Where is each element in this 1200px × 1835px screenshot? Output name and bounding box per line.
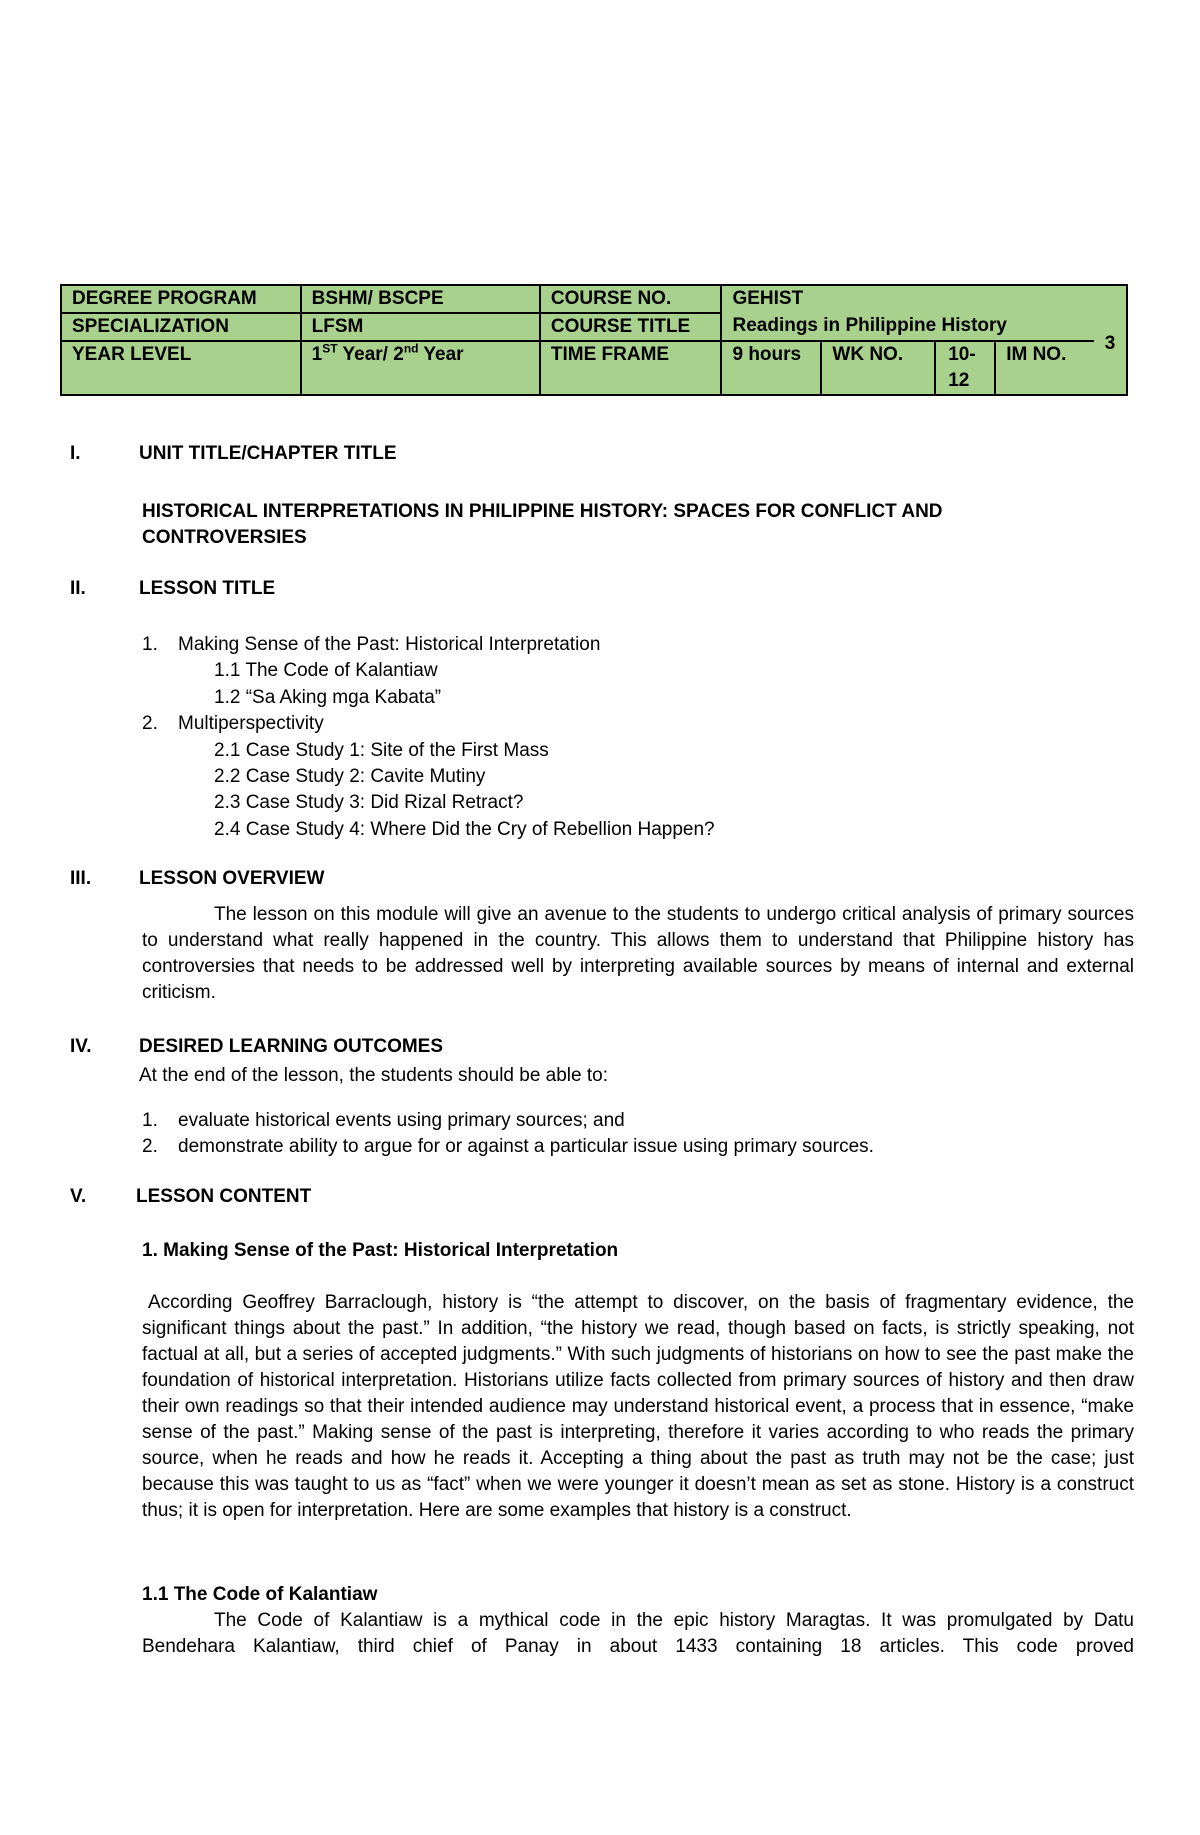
section-5-title: LESSON CONTENT	[136, 1186, 312, 1207]
section-1-number: I.	[70, 443, 81, 464]
list-item-number: 1.	[142, 634, 158, 655]
degree-program-label: DEGREE PROGRAM	[61, 285, 301, 313]
year-level-end: Year	[418, 344, 464, 365]
course-info-table	[60, 284, 1128, 396]
time-frame-value: 9 hours	[721, 341, 821, 395]
year-level-mid: Year/ 2	[337, 344, 404, 365]
degree-program-value: BSHM/ BSCPE	[301, 285, 540, 313]
list-item-number: 2.	[142, 713, 158, 735]
wk-no-value-line2: 12	[948, 370, 970, 391]
content-heading-2: 1.1 The Code of Kalantiaw	[142, 1584, 378, 1605]
im-no-value-text: 3	[1104, 332, 1116, 354]
list-item	[142, 632, 715, 658]
course-no-value: GEHIST	[721, 285, 1127, 313]
section-3-title: LESSON OVERVIEW	[139, 868, 325, 889]
section-5-number: V.	[70, 1186, 87, 1207]
specialization-label: SPECIALIZATION	[61, 313, 301, 341]
list-item: 1.2 “Sa Aking mga Kabata”	[214, 686, 442, 708]
im-no-value	[1094, 313, 1127, 395]
section-2-title: LESSON TITLE	[139, 578, 276, 599]
section-1-title: UNIT TITLE/CHAPTER TITLE	[139, 443, 397, 464]
list-item	[142, 711, 715, 737]
section-4-title: DESIRED LEARNING OUTCOMES	[139, 1036, 444, 1057]
specialization-value: LFSM	[301, 313, 540, 341]
section-2-number: II.	[70, 578, 86, 599]
lesson-title-list	[142, 632, 715, 843]
course-no-label: COURSE NO.	[540, 285, 722, 313]
im-no-label: IM NO.	[995, 341, 1094, 395]
list-item-number: 2.	[142, 1136, 158, 1157]
list-item: 2.2 Case Study 2: Cavite Mutiny	[214, 766, 486, 788]
list-item-number: 1.	[142, 1110, 158, 1131]
list-item: 2.3 Case Study 3: Did Rizal Retract?	[214, 792, 524, 814]
wk-no-label: WK NO.	[821, 341, 935, 395]
year-level-value	[301, 341, 540, 395]
outcomes-intro: At the end of the lesson, the students should be able to:	[139, 1065, 608, 1086]
content-paragraph-2: The Code of Kalantiaw is a mythical code in the epic history Maragtas. It was promulgated by Datu Bendehara Kalantiaw, third chief of Panay in about 1433 containing 18 articles. This code proved	[142, 1610, 1134, 1657]
list-item-text: evaluate historical events using primary sources; and	[178, 1110, 625, 1131]
overview-paragraph: The lesson on this module will give an avenue to the students to undergo critical analysis of primary sources to understand what really happened in the country. This allows them to understand that Philippine history has controversies that needs to be addressed well by interpreting available sources by means of internal and external criticism.	[142, 904, 1134, 1003]
list-item-text: Making Sense of the Past: Historical Interpretation	[178, 634, 601, 655]
list-item	[142, 1134, 874, 1160]
content-heading-1: 1. Making Sense of the Past: Historical Interpretation	[142, 1240, 619, 1261]
year-level-first: 1	[311, 344, 323, 365]
wk-no-value-line1: 10-	[948, 344, 976, 365]
wk-no-value	[935, 341, 995, 395]
list-item: 2.4 Case Study 4: Where Did the Cry of Rebellion Happen?	[214, 818, 715, 840]
list-item-text: Multiperspectivity	[178, 713, 324, 735]
year-level-first-sup: ST	[322, 341, 338, 356]
list-item: 1.1 The Code of Kalantiaw	[214, 660, 438, 682]
list-item: 2.1 Case Study 1: Site of the First Mass	[214, 739, 549, 761]
unit-title: HISTORICAL INTERPRETATIONS IN PHILIPPINE HISTORY: SPACES FOR CONFLICT AND CONTROVERSIES	[142, 501, 943, 548]
year-level-second-sup: nd	[403, 341, 419, 356]
year-level-label: YEAR LEVEL	[61, 341, 301, 395]
outcomes-list	[142, 1108, 874, 1160]
course-title-value: Readings in Philippine History	[721, 313, 1094, 341]
course-title-label: COURSE TITLE	[540, 313, 722, 341]
section-4-number: IV.	[70, 1036, 92, 1057]
list-item	[142, 1108, 874, 1134]
time-frame-label: TIME FRAME	[540, 341, 722, 395]
section-3-number: III.	[70, 868, 92, 889]
content-paragraph-1: According Geoffrey Barraclough, history is “the attempt to discover, on the basis of fragmentary evidence, the significant things about the past.” In addition, “the history we read, though based on facts, is strictly speaking, not factual at all, but a series of accepted judgments.” With such judgments of historians on how to see the past make the foundation of historical interpretation. Historians utilize facts collected from primary sources of history and then draw their own readings so that their intended audience may understand historical event, a process that in essence, “make sense of the past.” Making sense of the past is interpreting, therefore it varies according to who reads the primary source, when he reads and how he reads it. Accepting a thing about the past as truth may not be the case; just because this was taught to us as “fact” when we were younger it doesn’t mean as set as stone. History is a construct thus; it is open for interpretation. Here are some examples that history is a construct.	[142, 1292, 1134, 1521]
list-item-text: demonstrate ability to argue for or against a particular issue using primary sources.	[178, 1136, 874, 1157]
